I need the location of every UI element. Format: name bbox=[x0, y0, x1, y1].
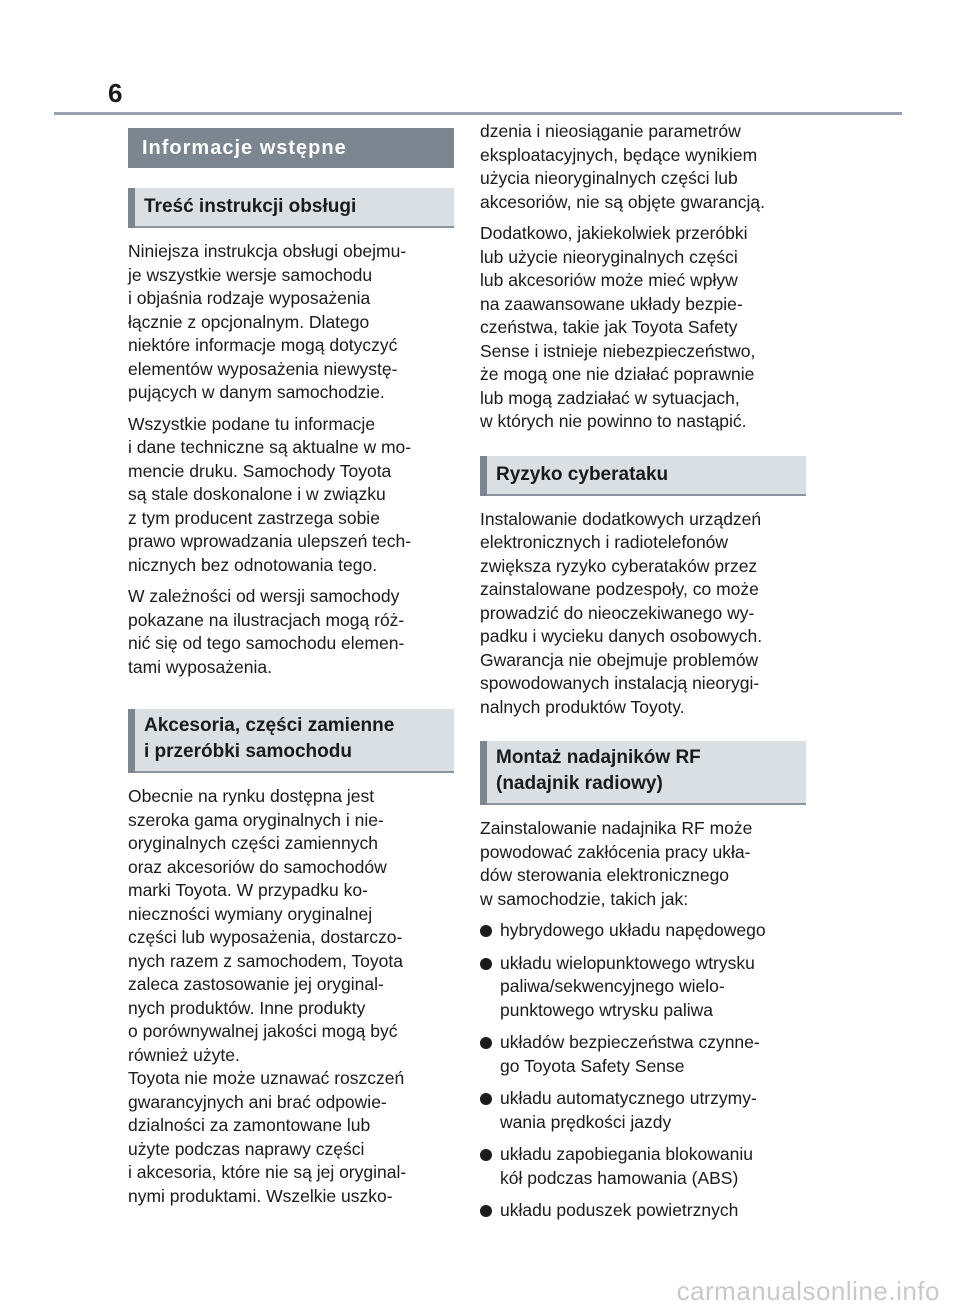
list-item: układów bezpieczeństwa czynne- go Toyota Safety Sense bbox=[480, 1031, 806, 1078]
list-item: układu wielopunktowego wtrysku paliwa/sekwencyjnego wielo- punktowego wtrysku paliwa bbox=[480, 952, 806, 1023]
header-rule bbox=[54, 112, 902, 115]
list-item: hybrydowego układu napędowego bbox=[480, 919, 806, 943]
section-banner: Informacje wstępne bbox=[128, 128, 454, 168]
right-column bbox=[480, 120, 806, 1232]
subheading-cyberattack-risk: Ryzyko cyberataku bbox=[480, 456, 806, 496]
paragraph: Dodatkowo, jakiekolwiek przeróbki lub użycie nieoryginalnych części lub akcesoriów może mieć wpływ na zaawansowane układy bezpie- czeństwa, takie jak Toyota Safety Sense i istnieje niebezpieczeństwo, że mogą one nie działać poprawnie lub mogą zadziałać w sytuacjach, w których nie powinno to nastąpić. bbox=[480, 223, 756, 431]
paragraph: Niniejsza instrukcja obsługi obejmu- je wszystkie wersje samochodu i objaśnia rodzaje wyposażenia łącznie z opcjonalnym. Dlatego niektóre informacje mogą dotyczyć elementów wyposażenia niewystę- pujących w danym samochodzie. bbox=[128, 241, 407, 402]
paragraph: dzenia i nieosiąganie parametrów eksploatacyjnych, będące wynikiem użycia nieoryginalnych części lub akcesoriów, nie są objęte gwarancją. bbox=[480, 121, 766, 212]
bullet-list bbox=[480, 919, 806, 1223]
page-number: 6 bbox=[108, 78, 123, 108]
paragraph: Wszystkie podane tu informacje i dane techniczne są aktualne w mo- mencie druku. Samochody Toyota są stale doskonalone i w związku z tym producent zastrzega sobie prawo wprowadzania ulepszeń tech- nicznych bez odnotowania tego. bbox=[128, 413, 412, 575]
subheading-accessories: Akcesoria, części zamienne i przeróbki samochodu bbox=[128, 709, 454, 773]
watermark: carmanualsonline.info bbox=[676, 1276, 940, 1306]
list-item: układu zapobiegania blokowaniu kół podczas hamowania (ABS) bbox=[480, 1143, 806, 1190]
left-column bbox=[128, 120, 454, 1216]
list-item: układu automatycznego utrzymy- wania prędkości jazdy bbox=[480, 1087, 806, 1134]
subheading-rf-transmitters: Montaż nadajników RF (nadajnik radiowy) bbox=[480, 741, 806, 805]
paragraph: Zainstalowanie nadajnika RF może powodować zakłócenia pracy ukła- dów sterowania elektronicznego w samochodzie, takich jak: bbox=[480, 818, 753, 909]
paragraph: Obecnie na rynku dostępna jest szeroka gama oryginalnych i nie- oryginalnych części zamiennych oraz akcesoriów do samochodów marki Toyota. W przypadku ko- nieczności wymiany oryginalnej części lub wyposażenia, dostarczo- nych razem z samochodem, Toyota zaleca zastosowanie jej oryginal- nych produktów. Inne produkty o porównywalnej jakości mogą być również użyte. Toyota nie może uznawać roszczeń gwarancyjnych ani brać odpowie- dzialności za zamontowane lub użyte podczas naprawy części i akcesoria, które nie są jej oryginal- nymi produktami. Wszelkie uszko- bbox=[128, 786, 407, 1206]
paragraph: Instalowanie dodatkowych urządzeń elektronicznych i radiotelefonów zwiększa ryzyko cyberataków przez zainstalowane podzespoły, co może prowadzić do nieoczekiwanego wy- padku i wycieku danych osobowych. Gwarancja nie obejmuje problemów spowodowanych instalacją nieorygi- nalnych produktów Toyoty. bbox=[480, 508, 763, 717]
list-item: układu poduszek powietrznych bbox=[480, 1199, 806, 1223]
paragraph: W zależności od wersji samochody pokazane na ilustracjach mogą róż- nić się od tego samochodu elemen- tami wyposażenia. bbox=[128, 586, 405, 677]
subheading-manual-contents: Treść instrukcji obsługi bbox=[128, 188, 454, 228]
